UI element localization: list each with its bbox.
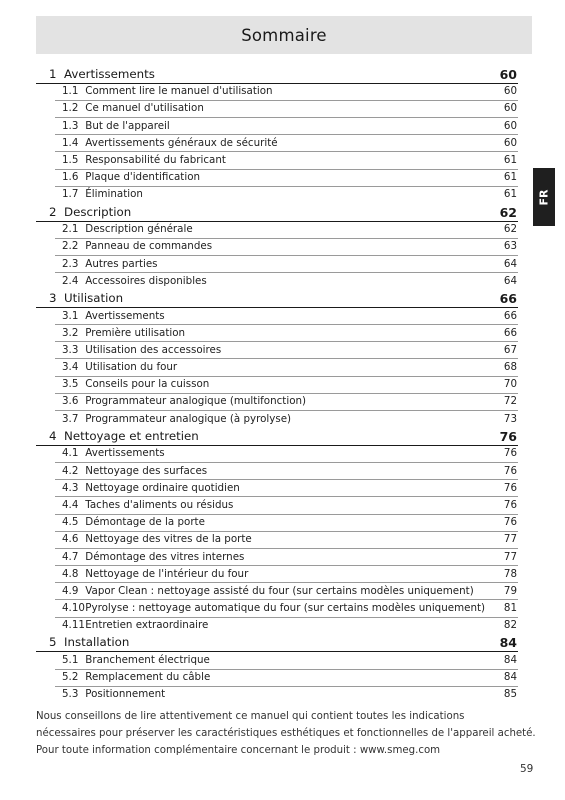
toc-item-number: 3.5 [62,378,79,391]
toc-item-row [55,101,518,118]
toc-section-number: 1 [49,66,57,81]
toc-item-title: Accessoires disponibles [85,274,207,287]
toc-item-number: 5.1 [62,654,79,667]
toc-item-page: 66 [503,309,517,322]
toc-item-label [55,136,278,152]
toc-item-number: 1.1 [62,85,79,98]
toc-item-page: 81 [503,602,517,615]
toc-item-page: 78 [503,567,517,580]
toc-section-number: 4 [49,428,57,443]
toc-item-page: 72 [503,395,517,408]
toc-item-title: Vapor Clean : nettoyage assisté du four (sur certains modèles uniquement) [85,584,474,597]
toc-item-number: 1.4 [62,136,79,149]
toc-item-title: Programmateur analogique (multifonction) [85,395,307,408]
toc-section-title: Description [64,204,132,219]
toc-section-row [36,427,518,446]
footer-note [36,708,536,759]
toc-item-number: 4.5 [62,516,79,529]
toc-item-label [55,515,205,531]
toc-item-title: Description générale [85,223,193,236]
toc-item-label [55,222,193,238]
toc-item-label [55,274,207,290]
toc-section-number: 3 [49,290,57,305]
toc-item-page: 60 [503,119,517,132]
toc-item-row [55,463,518,480]
page-title: Sommaire [36,16,532,54]
toc-item-number: 4.10 [62,602,85,615]
toc-item-title: Avertissements [85,447,165,460]
toc-section-page: 84 [499,635,517,651]
toc-item-label [55,670,210,686]
toc-item-row [55,480,518,497]
toc-item-row [55,497,518,514]
toc-item-page: 70 [503,378,517,391]
toc-item-label [55,601,485,617]
toc-item-number: 4.8 [62,567,79,580]
toc-item-label [55,343,221,359]
toc-item-title: Positionnement [85,688,166,701]
toc-item-page: 73 [503,412,517,425]
toc-item-label [55,377,209,393]
toc-section-label [36,66,155,83]
toc-item-number: 5.2 [62,671,79,684]
toc-item-row [55,118,518,135]
toc-item-title: But de l'appareil [85,119,170,132]
toc-item-page: 61 [503,154,517,167]
toc-item-label [55,446,165,462]
toc-item-row [55,600,518,617]
toc-section-row [36,65,518,84]
toc-section-number: 2 [49,204,57,219]
language-tab [533,168,555,226]
toc-item-row [55,256,518,273]
toc-item-row [55,377,518,394]
toc-item-title: Conseils pour la cuisson [85,378,210,391]
toc-section-label [36,634,129,651]
toc-section-number: 5 [49,635,57,650]
toc-item-page: 84 [503,671,517,684]
toc-item-row [55,515,518,532]
toc-item-page: 64 [503,257,517,270]
toc-item-page: 63 [503,240,517,253]
toc-item-title: Branchement électrique [85,654,210,667]
toc-item-label [55,257,158,273]
toc-item-label [55,550,244,566]
toc-section-title: Utilisation [64,290,124,305]
toc-item-row [55,222,518,239]
toc-item-row [55,325,518,342]
toc-section-page: 66 [499,290,517,306]
toc-item-title: Nettoyage des surfaces [85,464,208,477]
toc-section-title: Nettoyage et entretien [64,428,199,443]
toc-item-page: 67 [503,343,517,356]
toc-section-row [36,634,518,653]
toc-item-page: 79 [503,584,517,597]
toc-item-label [55,170,200,186]
toc-item-label [55,481,240,497]
toc-item-number: 1.7 [62,188,79,201]
toc-item-number: 2.3 [62,257,79,270]
toc-item-label [55,464,207,480]
page-number: 59 [520,763,534,775]
toc-section-label [36,204,131,221]
toc-item-page: 77 [503,533,517,546]
toc-item-label [55,239,212,255]
toc-item-number: 4.9 [62,584,79,597]
toc-section-title: Installation [64,635,130,650]
footer-line: Pour toute information complémentaire concernant le produit : www.smeg.com [36,745,441,756]
toc-item-row [55,359,518,376]
toc-item-row [55,187,518,203]
toc-item-title: Entretien extraordinaire [85,619,209,632]
toc-item-number: 4.11 [62,619,85,632]
toc-item-label [55,412,291,428]
toc-item-row [55,239,518,256]
toc-item-label [55,101,204,117]
toc-item-row [55,670,518,687]
toc-item-number: 4.3 [62,481,79,494]
toc-item-title: Remplacement du câble [85,671,211,684]
toc-item-title: Comment lire le manuel d'utilisation [85,85,273,98]
toc-item-number: 4.7 [62,550,79,563]
toc-item-title: Nettoyage ordinaire quotidien [85,481,240,494]
toc-item-row [55,566,518,583]
toc-item-row [55,273,518,289]
toc-item-title: Nettoyage des vitres de la porte [85,533,252,546]
toc-item-label [55,618,208,634]
toc-item-label [55,119,170,135]
toc-item-label [55,84,273,100]
toc-item-title: Ce manuel d'utilisation [85,102,204,115]
toc-item-row [55,170,518,187]
toc-item-row [55,394,518,411]
toc-item-page: 60 [503,85,517,98]
toc-section-label [36,428,199,445]
toc-item-number: 4.6 [62,533,79,546]
toc-section-label [36,290,123,307]
toc-item-title: Première utilisation [85,326,186,339]
toc-item-label [55,187,143,203]
toc-item-row [55,652,518,669]
toc-item-row [55,532,518,549]
toc-section-page: 62 [499,204,517,220]
toc-item-label [55,326,185,342]
table-of-contents [36,65,518,703]
toc-item-number: 4.1 [62,447,79,460]
toc-item-title: Taches d'aliments ou résidus [85,499,234,511]
toc-item-label [55,653,210,669]
toc-item-number: 3.1 [62,309,79,322]
toc-item-number: 2.1 [62,223,79,236]
toc-item-page: 85 [503,688,517,701]
toc-item-title: Démontage des vitres internes [85,550,245,563]
toc-section-page: 60 [499,66,517,82]
toc-item-page: 77 [503,550,517,563]
toc-item-row [55,308,518,325]
toc-item-number: 2.4 [62,274,79,287]
toc-item-number: 5.3 [62,688,79,701]
toc-item-title: Avertissements [85,309,165,322]
language-tab-label: FR [537,189,551,205]
toc-item-title: Élimination [85,188,143,201]
toc-item-label [55,532,252,548]
toc-item-row [55,135,518,152]
toc-item-number: 3.2 [62,326,79,339]
toc-item-page: 76 [503,481,517,494]
toc-item-label [55,360,177,376]
toc-item-title: Avertissements généraux de sécurité [85,136,278,149]
toc-item-number: 1.6 [62,171,79,184]
toc-item-page: 62 [503,223,517,236]
toc-item-row [55,152,518,169]
toc-item-page: 60 [503,102,517,115]
toc-section-row [36,203,518,222]
toc-item-row [55,618,518,634]
toc-item-row [55,583,518,600]
toc-item-page: 76 [503,499,517,511]
toc-item-page: 68 [503,361,517,374]
toc-item-label [55,498,233,514]
toc-item-title: Responsabilité du fabricant [85,154,226,167]
toc-item-title: Plaque d'identification [85,171,201,184]
toc-item-number: 4.2 [62,464,79,477]
toc-item-page: 76 [503,516,517,529]
toc-item-page: 61 [503,171,517,184]
toc-item-row [55,446,518,463]
toc-item-page: 76 [503,447,517,460]
toc-item-label [55,584,474,600]
toc-item-number: 1.3 [62,119,79,132]
toc-item-number: 3.3 [62,343,79,356]
toc-item-number: 3.6 [62,395,79,408]
toc-item-label [55,309,165,325]
toc-item-label [55,567,248,583]
toc-item-row [55,687,518,703]
toc-item-title: Pyrolyse : nettoyage automatique du four (sur certains modèles uniquement) [85,602,486,615]
toc-item-number: 1.5 [62,154,79,167]
toc-item-title: Autres parties [85,257,158,270]
toc-item-title: Utilisation des accessoires [85,343,222,356]
toc-item-number: 3.4 [62,361,79,374]
toc-item-row [55,549,518,566]
toc-item-label [55,153,226,169]
toc-item-title: Panneau de commandes [85,240,213,253]
toc-item-page: 64 [503,274,517,287]
toc-section-page: 76 [499,428,517,444]
toc-item-row [55,411,518,427]
toc-item-title: Nettoyage de l'intérieur du four [85,567,249,580]
toc-item-page: 84 [503,654,517,667]
toc-section-title: Avertissements [64,66,155,81]
toc-item-title: Programmateur analogique (à pyrolyse) [85,412,292,425]
toc-item-number: 2.2 [62,240,79,253]
toc-item-number: 3.7 [62,412,79,425]
toc-item-row [55,342,518,359]
toc-item-number: 4.4 [62,499,79,511]
toc-item-page: 66 [503,326,517,339]
toc-item-page: 76 [503,464,517,477]
toc-item-label [55,394,306,410]
toc-item-label [55,687,165,703]
toc-item-title: Utilisation du four [85,361,178,374]
footer-line: nécessaires pour préserver les caractéristiques esthétiques et fonctionnelles de l'appareil acheté. [36,728,536,739]
toc-section-row [36,289,518,308]
toc-item-title: Démontage de la porte [85,516,205,529]
toc-item-page: 82 [503,619,517,632]
toc-item-number: 1.2 [62,102,79,115]
toc-item-page: 61 [503,188,517,201]
toc-item-page: 60 [503,136,517,149]
toc-item-row [55,84,518,101]
footer-line: Nous conseillons de lire attentivement ce manuel qui contient toutes les indications [36,711,465,722]
